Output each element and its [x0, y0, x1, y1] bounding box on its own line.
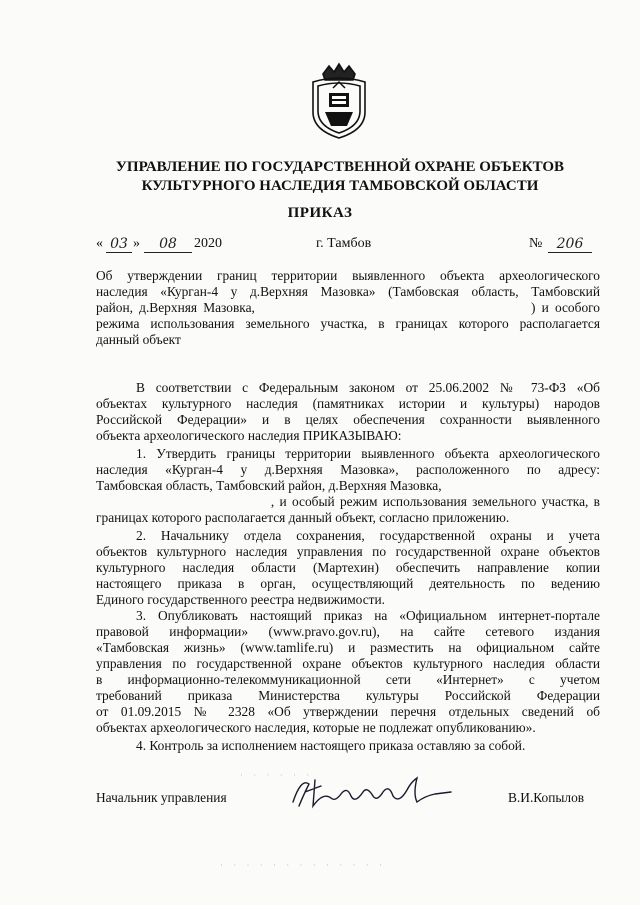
org-line-1: УПРАВЛЕНИЕ ПО ГОСУДАРСТВЕННОЙ ОХРАНЕ ОБЪЕКТОВ: [115, 159, 565, 175]
number-sign: №: [529, 236, 543, 251]
body-line: 3. Опубликовать настоящий приказ на «Официальном интернет-портале: [136, 608, 600, 623]
body-line: объектов культурного наследия управления по государственной охране объектов: [96, 544, 600, 559]
body-line: 4. Контроль за исполнением настоящего приказа оставляю за собой.: [136, 738, 526, 753]
city: г. Тамбов: [316, 236, 372, 251]
body-line: объектах археологического наследия, которые не подлежат опубликованию».: [96, 720, 536, 735]
order-number: 206: [548, 236, 592, 253]
intro-paragraph: [96, 380, 600, 444]
item-4-paragraph: [96, 738, 600, 754]
subject-line: данный объект: [96, 332, 181, 347]
body-line: Тамбовская область, Тамбовский район, д.Верхняя Мазовка,: [96, 478, 442, 493]
subject-line: режима использования земельного участка, в границах которого располагается: [96, 316, 600, 331]
body-line: объектах культурного наследия (памятниках истории и культуры) народов: [96, 396, 600, 411]
body-line: «Тамбовская жизнь» (www.tamlife.ru) и разместить на официальном сайте: [96, 640, 600, 655]
date-year: 2020: [194, 236, 222, 251]
body-line: в информационно-телекоммуникационной сети «Интернет» с учетом: [96, 672, 600, 687]
signatory-position: Начальник управления: [96, 790, 227, 805]
signatory-name: В.И.Копылов: [508, 790, 585, 805]
subject-block: [96, 268, 600, 348]
organization-header: [60, 158, 620, 196]
quote-close: »: [133, 236, 140, 251]
date-line: [96, 236, 600, 256]
item-3-paragraph: [96, 608, 600, 736]
scan-noise: · · · · · · · · · · · · ·: [220, 860, 386, 870]
document-type-title: ПРИКАЗ: [287, 205, 353, 221]
body-line: культурного наследия области (Мартехин) обеспечить направление копии: [96, 560, 600, 575]
body-line: Единого государственного реестра недвижимости.: [96, 592, 386, 607]
body-line: требований приказа Министерства культуры Российской Федерации: [96, 688, 600, 703]
item-2-paragraph: [96, 528, 600, 608]
date-month: 08: [144, 236, 192, 253]
body-line: настоящего приказа в орган, осуществляющий деятельность по ведению: [96, 576, 600, 591]
body-line: правовой информации» (www.pravo.gov.ru), на сайте сетевого издания: [96, 624, 600, 639]
body-line: Российской Федерации» и в целях обеспечения сохранности выявленного: [96, 412, 600, 427]
subject-line: наследия «Курган-4 у д.Верхняя Мазовка» (Тамбовская область, Тамбовский: [96, 284, 600, 299]
body-line: В соответствии с Федеральным законом от 25.06.2002 № 73-ФЗ «Об: [136, 380, 600, 395]
subject-line: район, д.Верхняя Мазовка, ) и особого: [96, 300, 600, 315]
coat-of-arms-emblem: [303, 60, 375, 142]
date-day: 03: [106, 236, 132, 253]
scan-noise: · · · · · ·: [240, 770, 314, 780]
body-line: наследия «Курган-4 у д.Верхняя Мазовка», расположенного по адресу:: [96, 462, 600, 477]
body-line: объекта археологического наследия ПРИКАЗЫВАЮ:: [96, 428, 402, 443]
item-1-paragraph: [96, 446, 600, 526]
org-line-2: КУЛЬТУРНОГО НАСЛЕДИЯ ТАМБОВСКОЙ ОБЛАСТИ: [141, 178, 539, 194]
body-line: от 01.09.2015 № 2328 «Об утверждении перечня отдельных сведений об: [96, 704, 600, 719]
body-line: 1. Утвердить границы территории выявленного объекта археологического: [136, 446, 600, 461]
quote-open: «: [96, 236, 103, 251]
body-line: границах которого располагается данный объект, согласно приложению.: [96, 510, 510, 525]
body-line: управления по государственной охране объектов культурного наследия области: [96, 656, 600, 671]
body-line: , и особый режим использования земельного участка, в: [96, 494, 600, 509]
subject-line: Об утверждении границ территории выявленного объекта археологического: [96, 268, 600, 283]
body-line: 2. Начальнику отдела сохранения, государственной охраны и учета: [136, 528, 600, 543]
